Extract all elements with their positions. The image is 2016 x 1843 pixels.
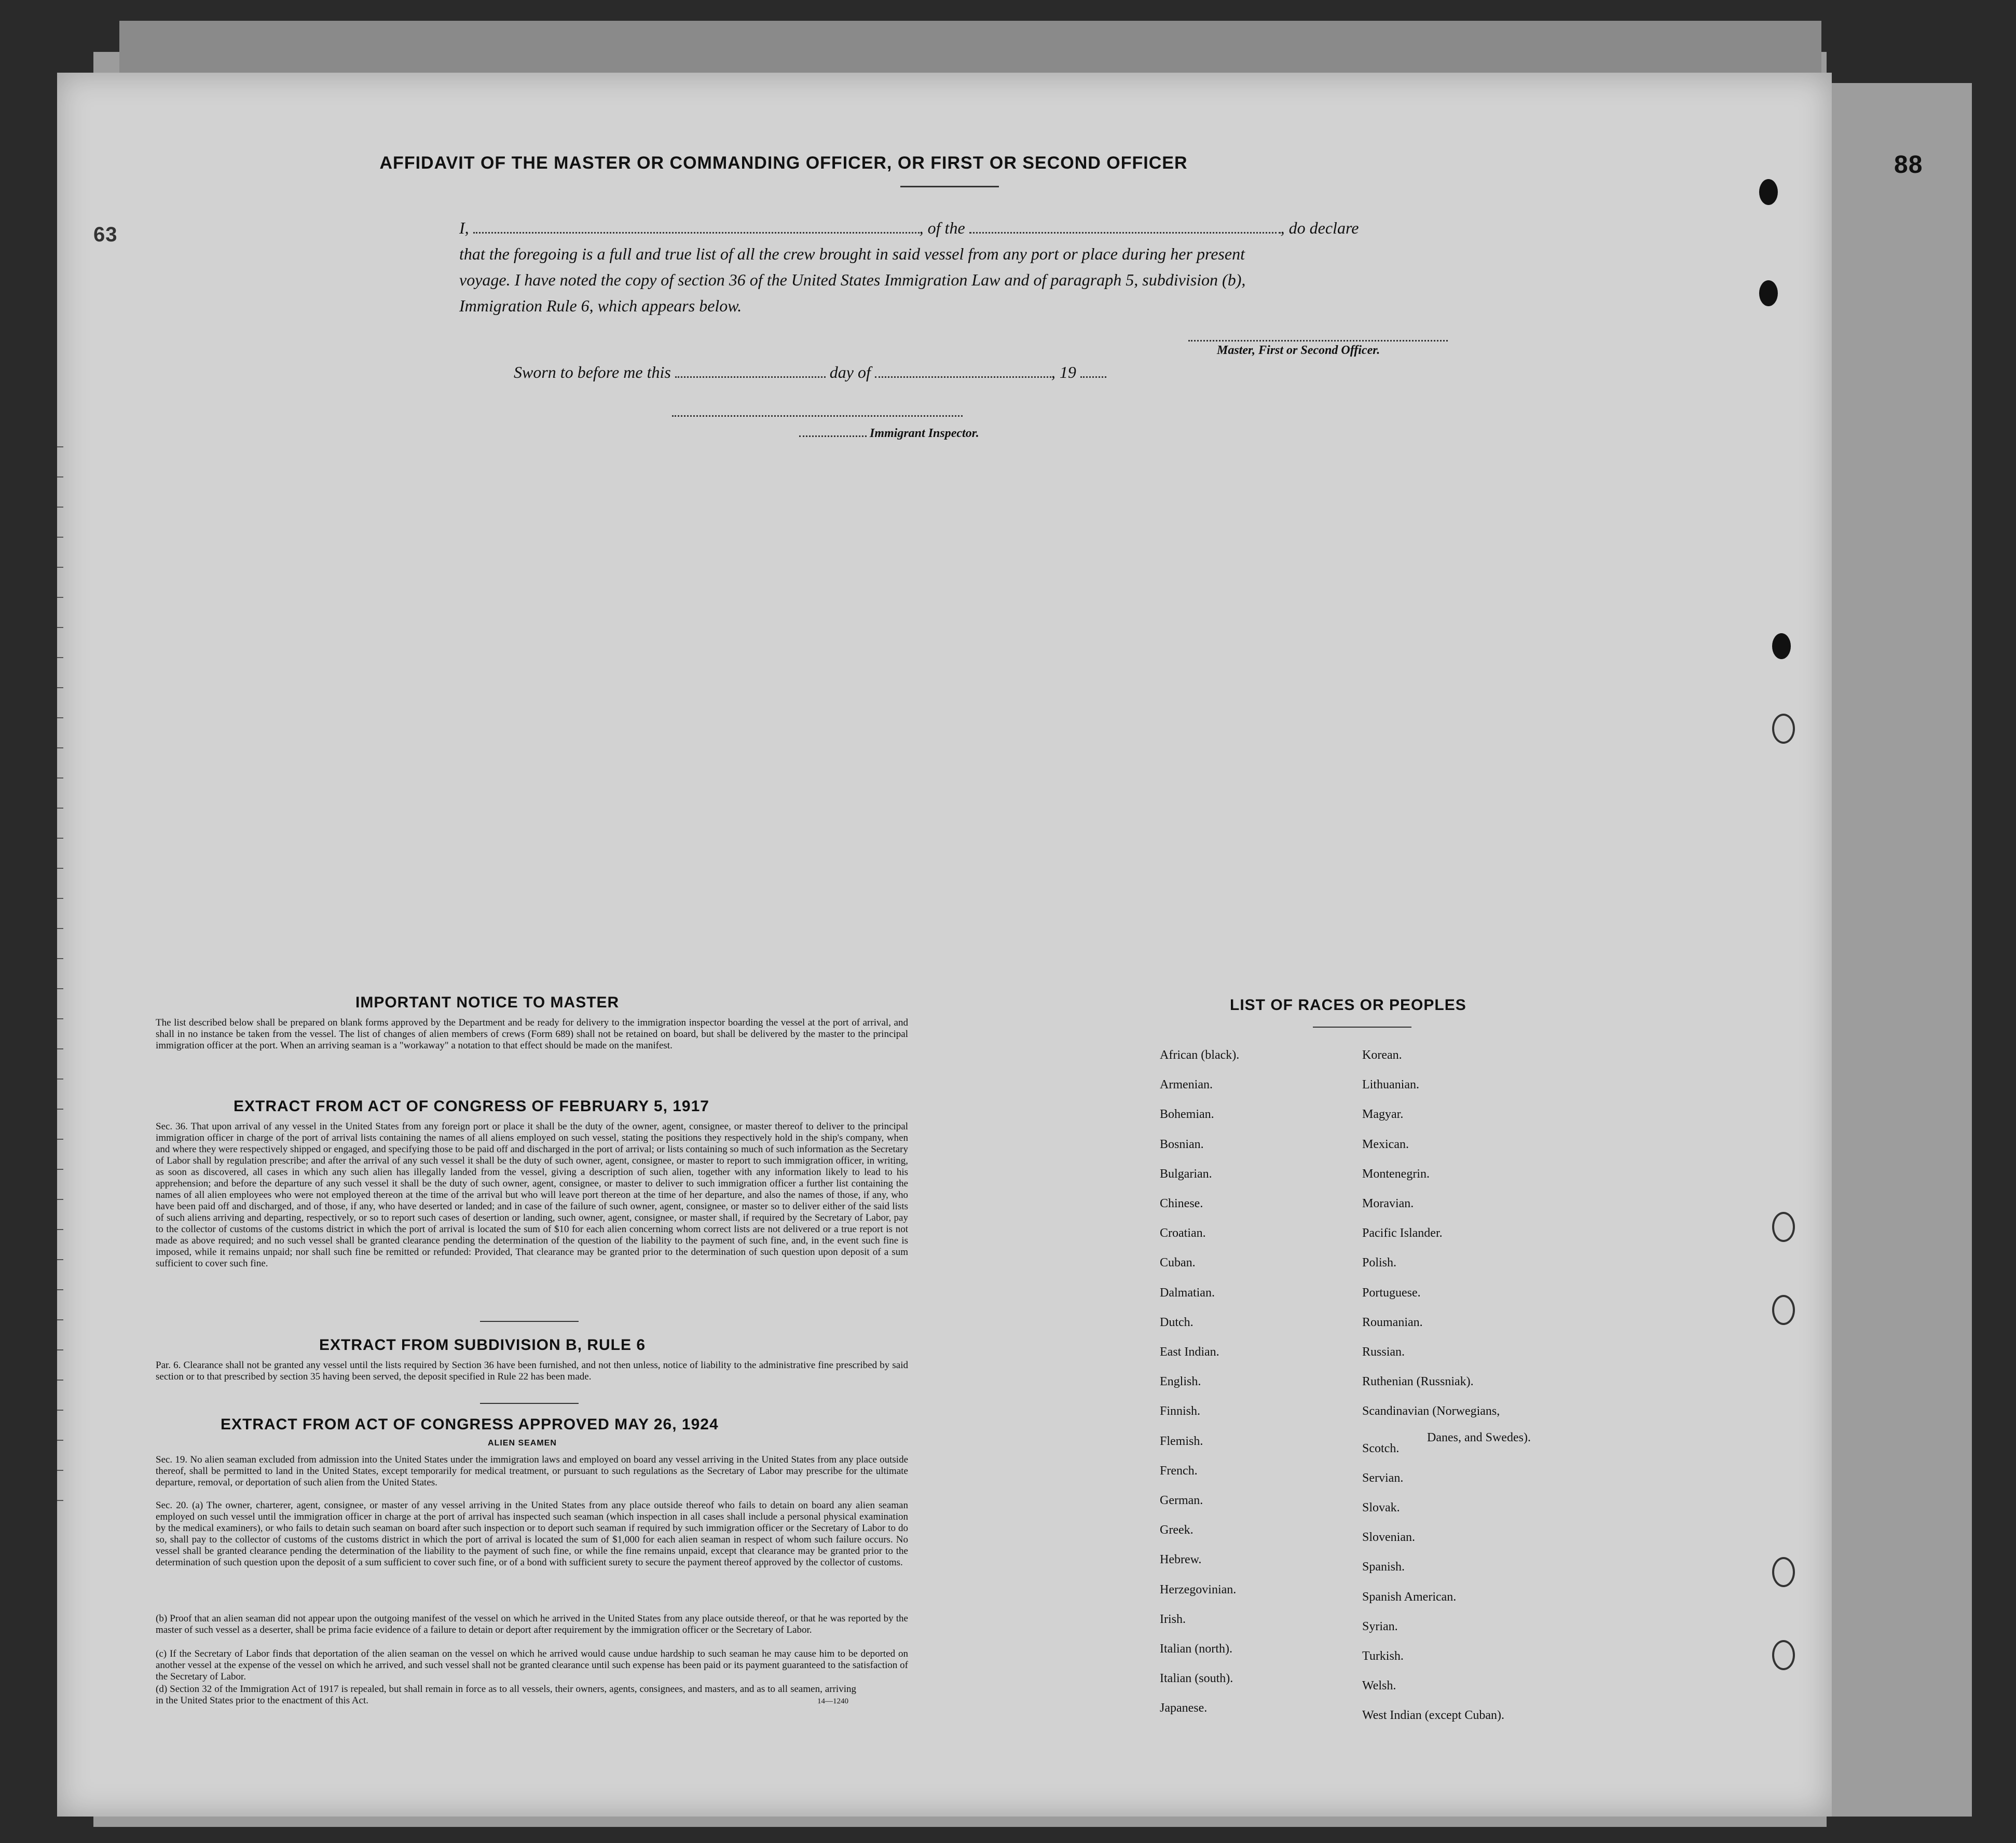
ledger-line [57, 928, 63, 929]
ledger-line [57, 898, 63, 899]
race-item: Dalmatian. [1160, 1286, 1215, 1300]
race-item: Mexican. [1362, 1137, 1409, 1151]
ledger-line [57, 1470, 63, 1471]
race-item: English. [1160, 1375, 1201, 1389]
ledger-line [57, 747, 63, 748]
race-item: Italian (north). [1160, 1642, 1232, 1656]
race-item: French. [1160, 1464, 1198, 1478]
ledger-line [57, 1319, 63, 1320]
ledger-line [57, 1440, 63, 1441]
binder-hole [1759, 280, 1778, 306]
ledger-line [57, 1169, 63, 1170]
ledger-line [57, 597, 63, 598]
ledger-line [57, 1259, 63, 1260]
margin-number-left: 63 [93, 223, 118, 246]
race-item: East Indian. [1160, 1345, 1219, 1359]
race-item: Scotch. [1362, 1441, 1400, 1455]
binder-hole [1772, 714, 1795, 744]
affidavit-title: AFFIDAVIT OF THE MASTER OR COMMANDING OFFICER, OR FIRST OR SECOND OFFICER [379, 153, 1188, 173]
binder-hole [1772, 1295, 1795, 1325]
notice-text: The list described below shall be prepared on blank forms approved by the Department and be ready for delivery to the immigration inspector boarding the vessel at the port of arrival, and shall in no instance be taken from the vessel. The list of changes of alien members of crews (Form 689) shall not be retained on board, but shall be delivered by the master to the principal immigration officer at the port. When an arriving seaman is a "workaway" a notation to that effect should be made on the manifest. [156, 1017, 908, 1051]
ledger-line [57, 808, 63, 809]
binder-hole [1772, 1557, 1795, 1587]
sec20b-text: (b) Proof that an alien seaman did not appear upon the outgoing manifest of the vessel on which he arrived in the United States from any place outside thereof, or that he was reported by the master of such vessel as a deserter, shall be prima facie evidence of a failure to detain or deport after requirement by the immigration officer or the Secretary of Labor. [156, 1613, 908, 1635]
race-item: Roumanian. [1362, 1315, 1423, 1329]
race-item: Flemish. [1160, 1434, 1203, 1448]
races-title: LIST OF RACES OR PEOPLES [1230, 996, 1466, 1014]
race-item: Montenegrin. [1362, 1167, 1430, 1181]
inspector-signature-line [672, 415, 963, 417]
sec20c-text: (c) If the Secretary of Labor finds that deportation of the alien seaman on the vessel on which he arrived would cause undue hardship to such seaman he may cause him to be deported on another vessel at the expense of the vessel on which he arrived, and such vessel shall not be granted clearance until such expense has been paid or its payment guaranteed to the satisfaction of the Secretary of Labor. [156, 1648, 908, 1682]
master-signature-label: Master, First or Second Officer. [1217, 344, 1380, 357]
extract-rule6-text: Par. 6. Clearance shall not be granted any vessel until the lists required by Section 36 have been furnished, and not then unless, notice of liability to the administrative fine prescribed by said section or to that prescribed by section 35 having been served, the deposit specified in Rule 22 has been made. [156, 1360, 908, 1382]
notice-title: IMPORTANT NOTICE TO MASTER [355, 994, 620, 1011]
ledger-line [57, 657, 63, 658]
ledger-line [57, 1018, 63, 1019]
race-item: Chinese. [1160, 1197, 1203, 1210]
race-item: Japanese. [1160, 1701, 1208, 1715]
race-item: Ruthenian (Russniak). [1362, 1375, 1474, 1389]
binder-hole [1772, 633, 1791, 659]
race-item: Servian. [1362, 1471, 1404, 1485]
sec20a-text: Sec. 20. (a) The owner, charterer, agent, consignee, or master of any vessel arriving in the United States from any place outside thereof who fails to detain on board any alien seaman employed on such vessel until the immigration officer in charge at the port of arrival has inspected such seaman (which inspection in all cases shall include a personal physical examination by the medical examiners), or who fails to detain such seaman on board after such inspection or to deport such seaman if required by such immigration officer or the Secretary of Labor to do so, shall pay to the collector of customs of the customs district in which the port of arrival is located the sum of $1,000 for each alien seaman in respect of whom such failure occurs. No vessel shall be granted clearance pending the determination of the liability to the payment of such fine, or while the fine remains unpaid, except that clearance may be granted prior to the determination of such question upon the deposit of a sum sufficient to cover such fine, or of a bond with sufficient surety to secure the payment thereof approved by the collector of customs. [156, 1500, 908, 1568]
name-blank [473, 232, 920, 234]
race-item: Pacific Islander. [1362, 1226, 1443, 1240]
race-item: Bohemian. [1160, 1108, 1214, 1122]
race-item: Armenian. [1160, 1078, 1213, 1092]
race-item: Russian. [1362, 1345, 1405, 1359]
race-item: Greek. [1160, 1523, 1194, 1537]
race-item: Finnish. [1160, 1404, 1201, 1418]
ledger-line [57, 1289, 63, 1290]
ledger-line [57, 868, 63, 869]
ledger-line [57, 1349, 63, 1350]
race-item: Slovak. [1362, 1501, 1400, 1514]
race-item: Croatian. [1160, 1226, 1206, 1240]
sec20d-text: (d) Section 32 of the Immigration Act of 1917 is repealed, but shall remain in force as to all vessels, their owners, agents, consignees, and masters, and as to all seamen, arriving in the United States prior to the enactment of this Act. [156, 1684, 856, 1706]
race-item: Irish. [1160, 1612, 1186, 1626]
ledger-line [57, 988, 63, 989]
race-item: Cuban. [1160, 1256, 1196, 1270]
race-item: Lithuanian. [1362, 1078, 1419, 1092]
race-item: Bulgarian. [1160, 1167, 1212, 1181]
race-item: Syrian. [1362, 1619, 1398, 1633]
title-rule [900, 186, 999, 187]
sec19-text: Sec. 19. No alien seaman excluded from admission into the United States under the immigration laws and employed on board any vessel arriving in the United States from any place outside thereof, shall be permitted to land in the United States, except temporarily for medical treatment, or pursuant to such regulations as the Secretary of Labor may prescribe for the ultimate departure, removal, or deportation of such alien from the United States. [156, 1454, 908, 1488]
day-of-label: day of [829, 363, 871, 381]
race-item: Scandinavian (Norwegians, [1362, 1404, 1500, 1418]
affidavit-line-4: Immigration Rule 6, which appears below. [459, 296, 742, 315]
ledger-line [57, 777, 63, 779]
race-item: Bosnian. [1160, 1137, 1204, 1151]
race-item: Polish. [1362, 1256, 1397, 1270]
ledger-line [57, 1109, 63, 1110]
affidavit-line-3: voyage. I have noted the copy of section 36 of the United States Immigration Law and of paragraph 5, subdivision (b), [459, 270, 1246, 289]
race-item: Korean. [1362, 1048, 1402, 1062]
inspector-dots [799, 435, 867, 437]
race-item: Magyar. [1362, 1108, 1404, 1122]
alien-seamen-subtitle: ALIEN SEAMEN [488, 1439, 557, 1448]
race-item: Portuguese. [1362, 1286, 1421, 1300]
race-item: Turkish. [1362, 1649, 1404, 1663]
margin-number-right: 88 [1894, 151, 1923, 179]
master-signature-line [1188, 340, 1448, 342]
race-item: Hebrew. [1160, 1553, 1202, 1567]
declare-label: , do declare [1280, 219, 1359, 237]
day-blank [675, 376, 826, 378]
race-item: Welsh. [1362, 1679, 1396, 1693]
binder-hole [1772, 1212, 1795, 1242]
race-item: West Indian (except Cuban). [1362, 1709, 1504, 1723]
ledger-line [57, 1139, 63, 1140]
underlying-page-edge [1832, 83, 1972, 1817]
affidavit-line-1 [459, 215, 1359, 240]
ledger-line [57, 567, 63, 568]
ledger-line [57, 1380, 63, 1381]
sworn-line [514, 360, 1106, 385]
year-blank [1080, 376, 1106, 378]
ledger-line [57, 627, 63, 628]
ledger-line [57, 446, 63, 447]
ledger-line [57, 1048, 63, 1049]
ledger-line [57, 1229, 63, 1230]
ledger-line [57, 1500, 63, 1501]
inspector-label: Immigrant Inspector. [870, 427, 979, 440]
year-label: , 19 [1051, 363, 1076, 381]
of-the-label: , of the [919, 219, 965, 237]
race-item: Slovenian. [1362, 1531, 1415, 1545]
scandinavian-continued: Danes, and Swedes). [1427, 1431, 1531, 1444]
ledger-line [57, 717, 63, 718]
month-blank [875, 376, 1051, 378]
ledger-line [57, 537, 63, 538]
race-item: Herzegovinian. [1160, 1582, 1237, 1596]
race-item: German. [1160, 1494, 1203, 1507]
divider-2 [480, 1403, 579, 1404]
ledger-line [57, 1199, 63, 1200]
ledger-line [57, 507, 63, 508]
extract-1917-title: EXTRACT FROM ACT OF CONGRESS OF FEBRUARY 5, 1917 [234, 1098, 709, 1115]
document-page [57, 73, 1923, 1817]
race-item: Italian (south). [1160, 1672, 1233, 1686]
affidavit-i: I, [459, 219, 469, 237]
binder-hole [1772, 1640, 1795, 1670]
extract-1924-title: EXTRACT FROM ACT OF CONGRESS APPROVED MAY 26, 1924 [221, 1416, 719, 1433]
ledger-line [57, 838, 63, 839]
race-item: Moravian. [1362, 1197, 1414, 1210]
inspector-line [799, 427, 979, 441]
ledger-line [57, 958, 63, 959]
extract-1917-text: Sec. 36. That upon arrival of any vessel in the United States from any foreign port or place it shall be the duty of the owner, agent, consignee, or master thereof to deliver to the principal immigration officer in charge of the port of arrival lists containing the names of all aliens employed on such vessel, stating the positions they respectively hold in the ship's company, when and where they were respectively shipped or engaged, and specifying those to be paid off and discharged in the port of arrival; or lists containing so much of such information as the Secretary of Labor shall by regulation prescribe; and after the arrival of any such vessel it shall be the duty of such owner, agent, consignee, or master to report to such immigration officer, in writing, as soon as discovered, all cases in which any such alien has illegally landed from the vessel, giving a description of such alien, together with any information likely to lead to his apprehension; and before the departure of any such vessel it shall be the duty of such owner, agent, consignee, or master to deliver to such immigration officer a further list containing the names of all alien employees who were not employed thereon at the time of the arrival but who will leave port thereon at the time of her departure, and also the names of those, if any, who have been paid off and discharged, and of those, if any, who have deserted or landed; and in case of the failure of such owner, agent, consignee, or master so to deliver either of the said lists of such aliens arriving and departing, respectively, or so to report such cases of desertion or landing, such owner, agent, consignee, or master shall, if required by the Secretary of Labor, pay to the collector of customs of the customs district in which the port of arrival is located the sum of $10 for each alien concerning whom correct lists are not delivered or a true report is not made as above required; and no such vessel shall be granted clearance pending the determination of the question of the liability to the payment of such fine, and, in the event such fine is imposed, while it remains unpaid; nor shall such fine be remitted or refunded: Provided, That clearance may be granted prior to the determination of such question upon deposit of a sum sufficient to cover such fine. [156, 1121, 908, 1269]
races-title-rule [1313, 1027, 1411, 1028]
race-item: Spanish. [1362, 1560, 1405, 1574]
ledger-line [57, 1079, 63, 1080]
race-item: Spanish American. [1362, 1590, 1457, 1604]
form-number: 14—1240 [817, 1697, 848, 1705]
race-item: African (black). [1160, 1048, 1240, 1062]
sworn-label: Sworn to before me this [514, 363, 671, 381]
race-item: Dutch. [1160, 1315, 1194, 1329]
ledger-line [57, 1410, 63, 1411]
affidavit-line-2: that the foregoing is a full and true list of all the crew brought in said vessel from any port or place during her present [459, 244, 1245, 263]
divider-1 [480, 1321, 579, 1322]
extract-rule6-title: EXTRACT FROM SUBDIVISION B, RULE 6 [319, 1336, 646, 1354]
vessel-blank [969, 232, 1281, 234]
binder-hole [1759, 179, 1778, 205]
ledger-line [57, 687, 63, 688]
ledger-line [57, 476, 63, 477]
